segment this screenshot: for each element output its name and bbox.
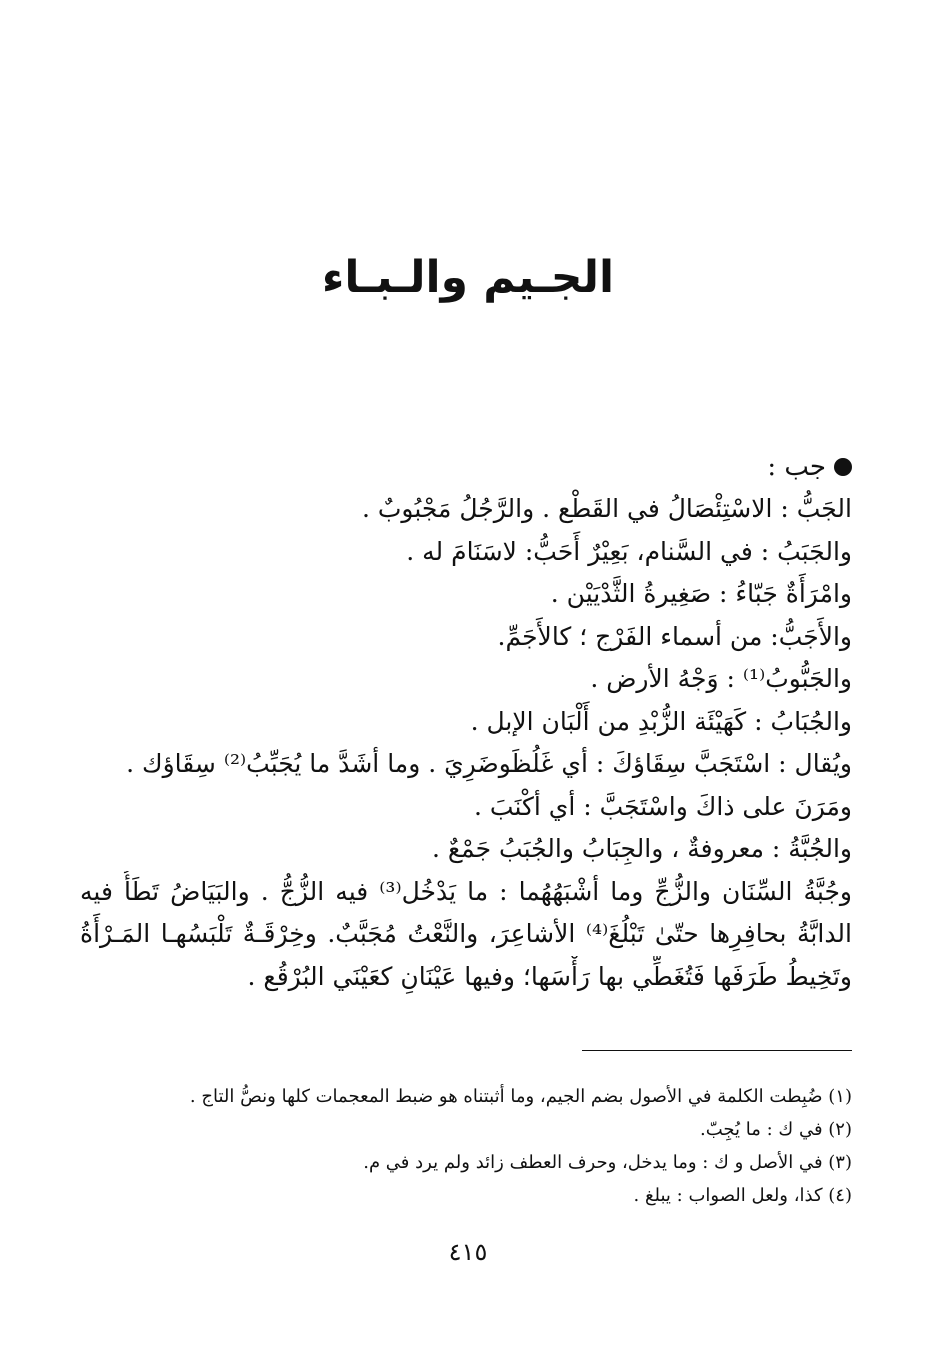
footnotes	[80, 1080, 852, 1212]
entry-line: الدابَّةُ بحافِرِها حتّىٰ تَبْلُغَ⁽⁴⁾ الأشاعِرَ، والنَّعْتُ مُجَبَّبٌ. وخِرْقَـةٌ تَلْبَسُهـا المَـرْأَةُ	[80, 919, 852, 948]
entry-line: والجَبَبُ : في السَّنام، بَعِيْرٌ أَحَبُّ: لاسَنَامَ له .	[406, 536, 852, 566]
entry-body	[80, 488, 852, 998]
entry-line: والأَجَبُّ: من أسماء الفَرْج ؛ كالأَجَمِّ.	[497, 621, 852, 651]
entry-line: وامْرَأَةٌ جَبّاءُ : صَغِيرةُ الثَّدْيَيْن .	[550, 579, 852, 608]
bullet-icon	[834, 458, 852, 476]
footnote: (٤) كذا، ولعل الصواب : يبلغ .	[633, 1185, 852, 1206]
footnote-divider	[582, 1050, 852, 1051]
entry-headword: جب :	[767, 452, 826, 482]
footnote: (١) ضُبِطت الكلمة في الأصول بضم الجيم، وما أثبتناه هو ضبط المعجمات كلها ونصُّ التاج .	[189, 1086, 852, 1107]
dictionary-entry	[80, 446, 852, 998]
entry-line: والجَبُّوبُ⁽¹⁾ : وَجْهُ الأرض .	[590, 664, 852, 693]
entry-line: ومَرَنَ على ذاكَ واسْتَجَبَّ : أي أكْنَبَ .	[474, 791, 852, 821]
entry-head	[80, 446, 852, 488]
footnote: (٢) في ك : ما يُجِبّ.	[700, 1119, 852, 1140]
footnote: (٣) في الأصل و ك : وما يدخل، وحرف العطف زائد ولم يرد في م.	[363, 1152, 852, 1173]
entry-line: وجُبَّةُ السِّنَان والزُّجِّ وما أشْبَهُهُما : ما يَدْخُل⁽³⁾ فيه الزُّجُّ . والبَيَاضُ تَطَأُ فيه	[80, 876, 852, 906]
entry-line: وتَخِيطُ طَرَفَها فَتُغَطِّي بها رَأْسَها؛ وفيها عَيْنَانِ كعَيْنَي البُرْقُع .	[247, 961, 852, 991]
chapter-title: الجـيم والـبـاء	[321, 252, 615, 303]
entry-line: والجُبَّةُ : معروفةٌ ، والجِبَابُ والجُبَبُ جَمْعٌ .	[431, 834, 852, 863]
entry-line: الجَبُّ : الاسْتِئْصَالُ في القَطْع . والرَّجُلُ مَجْبُوبٌ .	[362, 494, 852, 523]
entry-line: والجُبَابُ : كَهَيْئَة الزُّبْدِ من أَلْبَان الإبل .	[470, 706, 852, 736]
page-number: ٤١٥	[448, 1238, 488, 1266]
entry-line: ويُقال : اسْتَجَبَّ سِقَاؤكَ : أي غَلُظَوضَرِيَ . وما أشَدَّ ما يُجَبِّبُ⁽²⁾ سِقَاؤك .	[126, 749, 852, 778]
